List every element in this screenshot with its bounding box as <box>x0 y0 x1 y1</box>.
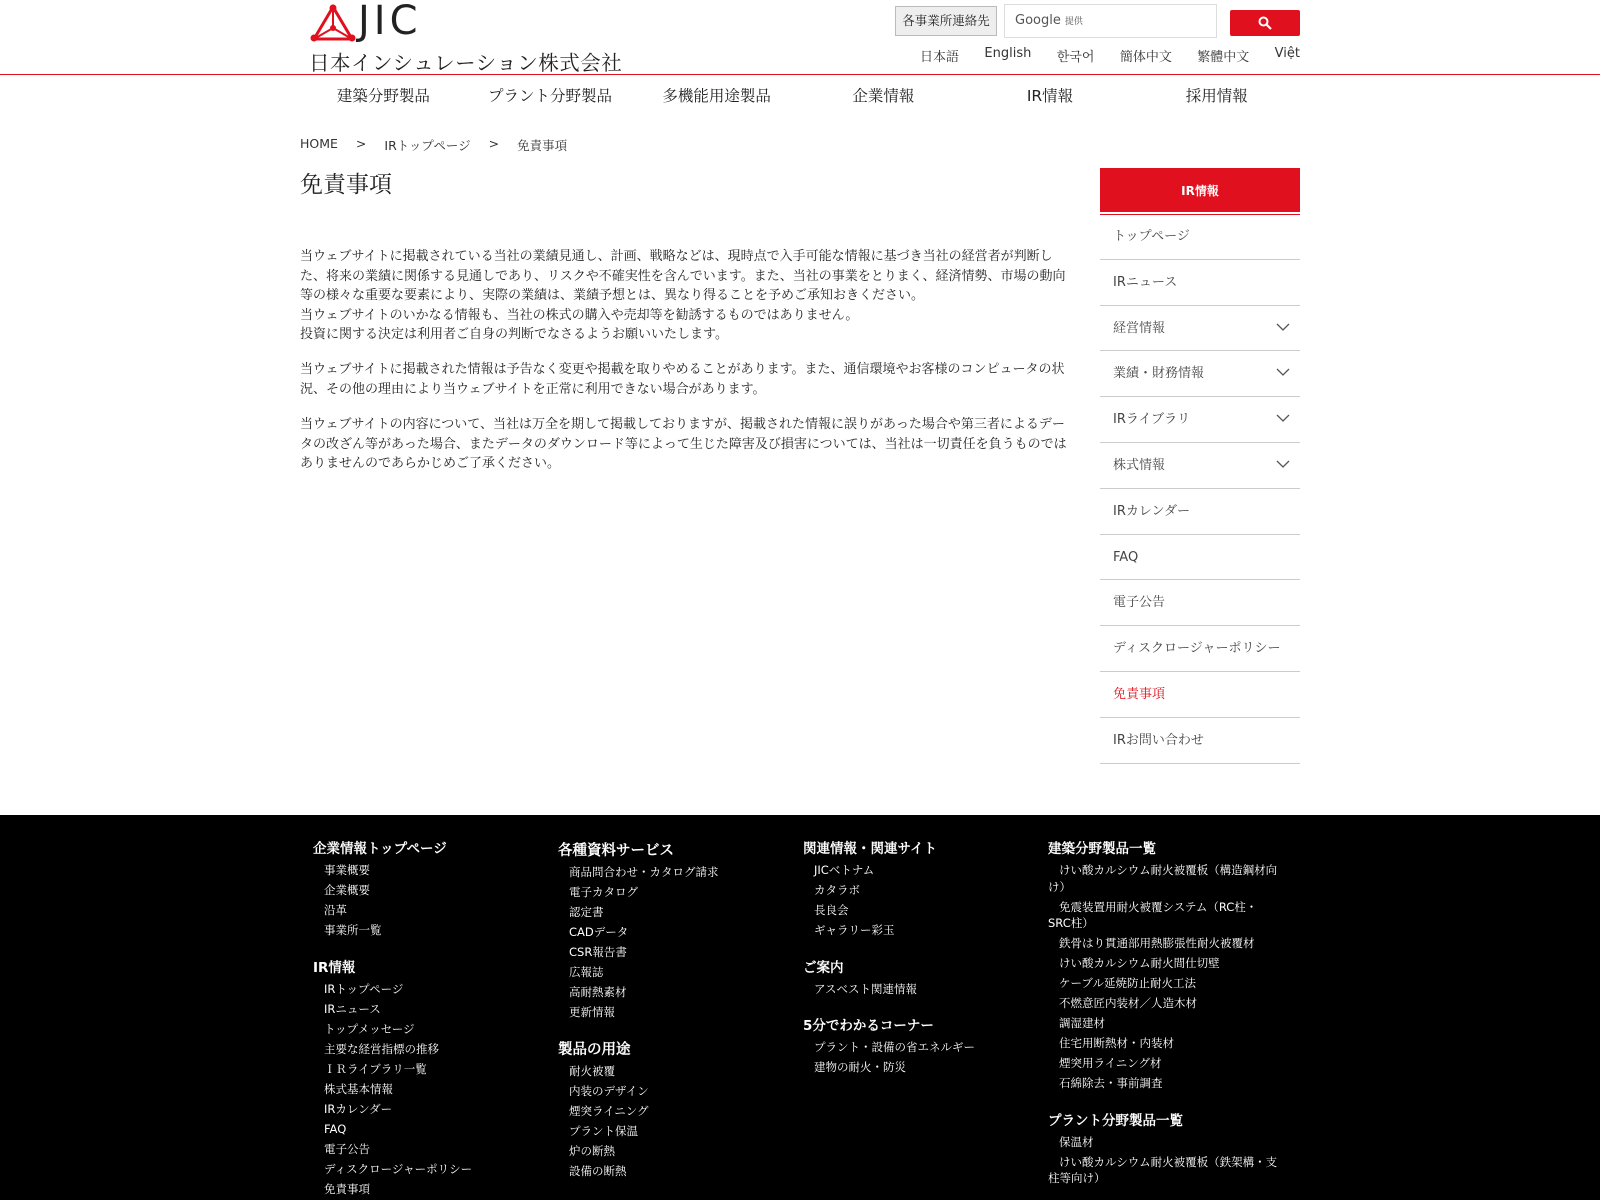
ir-sidebar <box>1100 168 1300 764</box>
footer-section <box>313 959 553 1198</box>
footer-section <box>803 1017 1043 1076</box>
footer-link[interactable]: 内装のデザイン <box>569 1083 649 1098</box>
disclaimer-content <box>300 247 1072 489</box>
footer-section-title[interactable]: ご案内 <box>803 959 844 976</box>
nav-architecture[interactable]: 建築分野製品 <box>336 87 430 105</box>
chevron-down-icon[interactable] <box>1276 368 1290 377</box>
search-input[interactable] <box>1004 4 1217 38</box>
breadcrumb-separator: > <box>488 136 500 151</box>
lang-ko[interactable]: 한국어 <box>1056 50 1095 65</box>
footer-link[interactable]: ディスクロージャーポリシー <box>324 1161 473 1176</box>
footer-link[interactable]: 高耐熱素材 <box>569 985 627 999</box>
footer-link[interactable]: プラント保温 <box>569 1123 638 1138</box>
sidebar-item-ir-news[interactable]: IRニュース <box>1100 260 1300 306</box>
global-nav <box>300 78 1300 116</box>
footer-section-title[interactable]: IR情報 <box>313 959 356 976</box>
company-name: 日本インシュレーション株式会社 <box>309 51 623 75</box>
footer-section <box>803 959 1043 998</box>
footer-link[interactable]: IRカレンダー <box>324 1101 393 1116</box>
footer-section <box>1048 840 1280 1092</box>
footer-link[interactable]: 設備の断熱 <box>569 1163 627 1178</box>
footer-link[interactable]: 免震装置用耐火被覆システム（RC柱・SRC柱） <box>1048 899 1258 930</box>
lang-zh-tw[interactable]: 繁體中文 <box>1197 50 1250 65</box>
footer-section <box>313 840 553 939</box>
sidebar-item-ir-calendar[interactable]: IRカレンダー <box>1100 489 1300 535</box>
site-logo[interactable] <box>309 0 630 75</box>
footer-column <box>803 840 1043 1092</box>
footer-link[interactable]: 煙突ライニング <box>569 1103 649 1118</box>
footer-link[interactable]: 耐火被覆 <box>569 1063 615 1078</box>
sidebar-item-top[interactable]: トップページ <box>1100 214 1300 260</box>
footer-section-title[interactable]: 各種資料サービス <box>558 843 674 859</box>
chevron-down-icon[interactable] <box>1276 323 1290 332</box>
footer-link[interactable]: アスベスト関連情報 <box>814 981 918 996</box>
footer-link[interactable]: 事業所一覧 <box>324 923 382 937</box>
sidebar-item-faq[interactable]: FAQ <box>1100 535 1300 581</box>
sidebar-item-stock[interactable]: 株式情報 <box>1100 443 1300 489</box>
sidebar-item-disclosure-policy[interactable]: ディスクロージャーポリシー <box>1100 626 1300 672</box>
lang-en[interactable]: English <box>984 46 1032 61</box>
footer-link[interactable]: 更新情報 <box>569 1005 615 1019</box>
search-brand: Google 提供 <box>1015 13 1083 28</box>
site-header <box>0 0 1600 75</box>
footer-link[interactable]: FAQ <box>324 1121 347 1136</box>
footer-link[interactable]: 電子カタログ <box>569 885 638 899</box>
disclaimer-paragraph: 当ウェブサイトに掲載された情報は予告なく変更や掲載を取りやめることがあります。また、通信環境やお客様のコンピュータの状況、その他の理由により当ウェブサイトを正常に利用できない場合があります。 <box>300 362 1065 398</box>
footer-link[interactable]: 広報誌 <box>569 965 604 979</box>
footer-link[interactable]: IRニュース <box>324 1001 381 1016</box>
footer-section-title[interactable]: 製品の用途 <box>558 1041 631 1058</box>
footer-link[interactable]: 事業概要 <box>324 863 370 877</box>
page-title: 免責事項 <box>300 172 392 198</box>
disclaimer-paragraph: 当ウェブサイトの内容について、当社は万全を期して掲載しておりますが、掲載された情報に誤りがあった場合や第三者によるデータの改ざん等があった場合、またデータのダウンロード等によって生じた障害及び損害については、当社は一切責任を負うものではありませんのであらかじめご了承ください。 <box>300 417 1067 472</box>
footer-link[interactable]: けい酸カルシウム耐火間仕切壁 <box>1059 956 1220 970</box>
footer-link[interactable]: 煙突用ライニング材 <box>1059 1056 1162 1070</box>
footer-column <box>1048 840 1280 1200</box>
footer-link[interactable]: カタラボ <box>814 883 860 897</box>
footer-link[interactable]: トップメッセージ <box>324 1021 415 1036</box>
footer-link[interactable]: 炉の断熱 <box>569 1143 615 1158</box>
footer-section <box>803 840 1043 939</box>
footer-link[interactable]: 調湿建材 <box>1059 1016 1105 1030</box>
lang-vi[interactable]: Việt <box>1274 46 1300 61</box>
footer-link[interactable]: 石綿除去・事前調査 <box>1059 1076 1163 1090</box>
footer-link[interactable]: ギャラリー彩玉 <box>814 923 895 937</box>
footer-link[interactable]: 沿革 <box>324 903 347 917</box>
chevron-down-icon[interactable] <box>1276 414 1290 423</box>
footer-section <box>1048 1112 1280 1187</box>
footer-link[interactable]: CADデータ <box>569 925 629 939</box>
breadcrumb-ir-top[interactable]: IRトップページ <box>384 138 471 153</box>
footer-section-title[interactable]: プラント分野製品一覧 <box>1048 1112 1183 1129</box>
footer-section-title[interactable]: 企業情報トップページ <box>313 841 447 857</box>
breadcrumb-current: 免責事項 <box>517 138 568 153</box>
nav-recruit[interactable]: 採用情報 <box>1185 87 1248 105</box>
breadcrumb <box>300 136 567 154</box>
sidebar-item-financial[interactable]: 業績・財務情報 <box>1100 351 1300 397</box>
footer-link[interactable]: 電子公告 <box>324 1141 370 1156</box>
footer-link[interactable]: ＩＲライブラリ一覧 <box>324 1061 427 1076</box>
disclaimer-paragraph: 当ウェブサイトに掲載されている当社の業績見通し、計画、戦略などは、現時点で入手可能な情報に基づき当社の経営者が判断した、将来の業績に関係する見通しであり、リスクや不確実性を含んでいます。また、当社の事業をとりまく、経済情勢、市場の動向等の様々な重要な要素により、実際の業績は、業績予想とは、異なり得ることを予めご承知おきください。 当ウェブサイトのいかなる情報も、当社の株式の購入や売却等を勧誘するものではありません。 投資に関する決定は利用者ご自身の判断でなさるようお願いいたします。 <box>300 249 1066 343</box>
footer-link[interactable]: 鉄骨はり貫通部用熱膨張性耐火被覆材 <box>1059 936 1255 950</box>
footer-link[interactable]: 不燃意匠内装材／人造木材 <box>1059 996 1197 1010</box>
footer-link[interactable]: 株式基本情報 <box>324 1081 393 1096</box>
sidebar-item-ir-contact[interactable]: IRお問い合わせ <box>1100 718 1300 764</box>
logo-text: JIC <box>358 0 422 44</box>
offices-contact-button[interactable]: 各事業所連絡先 <box>895 6 997 36</box>
breadcrumb-home[interactable]: HOME <box>300 136 338 151</box>
nav-multipurpose[interactable]: 多機能用途製品 <box>662 87 771 105</box>
footer-section-title[interactable]: 建築分野製品一覧 <box>1048 841 1156 857</box>
sidebar-item-e-notice[interactable]: 電子公告 <box>1100 580 1300 626</box>
sidebar-item-ir-library[interactable]: IRライブラリ <box>1100 397 1300 443</box>
footer-link[interactable]: CSR報告書 <box>569 945 627 959</box>
logo-mark-icon <box>310 4 356 42</box>
site-footer <box>0 815 1600 1200</box>
footer-link[interactable]: 認定書 <box>569 905 604 919</box>
footer-section-title[interactable]: 5分でわかるコーナー <box>803 1018 934 1034</box>
footer-link[interactable]: IRトップページ <box>324 981 404 996</box>
footer-link[interactable]: 建物の耐火・防災 <box>814 1060 906 1074</box>
nav-company[interactable]: 企業情報 <box>852 87 915 105</box>
nav-ir[interactable]: IR情報 <box>1026 87 1074 105</box>
footer-section-title[interactable]: 関連情報・関連サイト <box>803 841 938 857</box>
nav-plant[interactable]: プラント分野製品 <box>488 87 613 105</box>
footer-link[interactable]: JICベトナム <box>814 863 875 877</box>
lang-zh-cn[interactable]: 簡体中文 <box>1119 50 1172 65</box>
chevron-down-icon[interactable] <box>1276 460 1290 469</box>
footer-section <box>558 1041 798 1180</box>
footer-section <box>558 842 798 1021</box>
sidebar-heading[interactable]: IR情報 <box>1100 168 1300 214</box>
footer-column <box>313 840 553 1200</box>
sidebar-item-disclaimer[interactable]: 免責事項 <box>1100 672 1300 718</box>
footer-column <box>558 842 798 1195</box>
footer-link[interactable]: ケーブル延焼防止耐火工法 <box>1059 976 1196 990</box>
footer-link[interactable]: 企業概要 <box>324 883 370 897</box>
footer-link[interactable]: 保温材 <box>1059 1134 1094 1149</box>
breadcrumb-separator: > <box>355 136 367 151</box>
footer-link[interactable]: 住宅用断熱材・内装材 <box>1059 1036 1174 1050</box>
footer-link[interactable]: 主要な経営指標の推移 <box>324 1041 439 1056</box>
language-switcher <box>920 46 1300 66</box>
footer-link[interactable]: 商品問合わせ・カタログ請求 <box>569 865 719 879</box>
search-icon <box>1258 16 1272 30</box>
footer-link[interactable]: けい酸カルシウム耐火被覆板（鉄架構・支柱等向け） <box>1048 1154 1278 1185</box>
footer-link[interactable]: けい酸カルシウム耐火被覆板（構造鋼材向け） <box>1048 863 1278 894</box>
lang-ja[interactable]: 日本語 <box>920 50 960 65</box>
search-button[interactable] <box>1230 10 1300 36</box>
footer-link[interactable]: 長良会 <box>814 903 849 917</box>
footer-link[interactable]: プラント・設備の省エネルギー <box>814 1040 975 1054</box>
sidebar-item-management[interactable]: 経営情報 <box>1100 306 1300 352</box>
footer-link[interactable]: 免責事項 <box>324 1181 370 1196</box>
